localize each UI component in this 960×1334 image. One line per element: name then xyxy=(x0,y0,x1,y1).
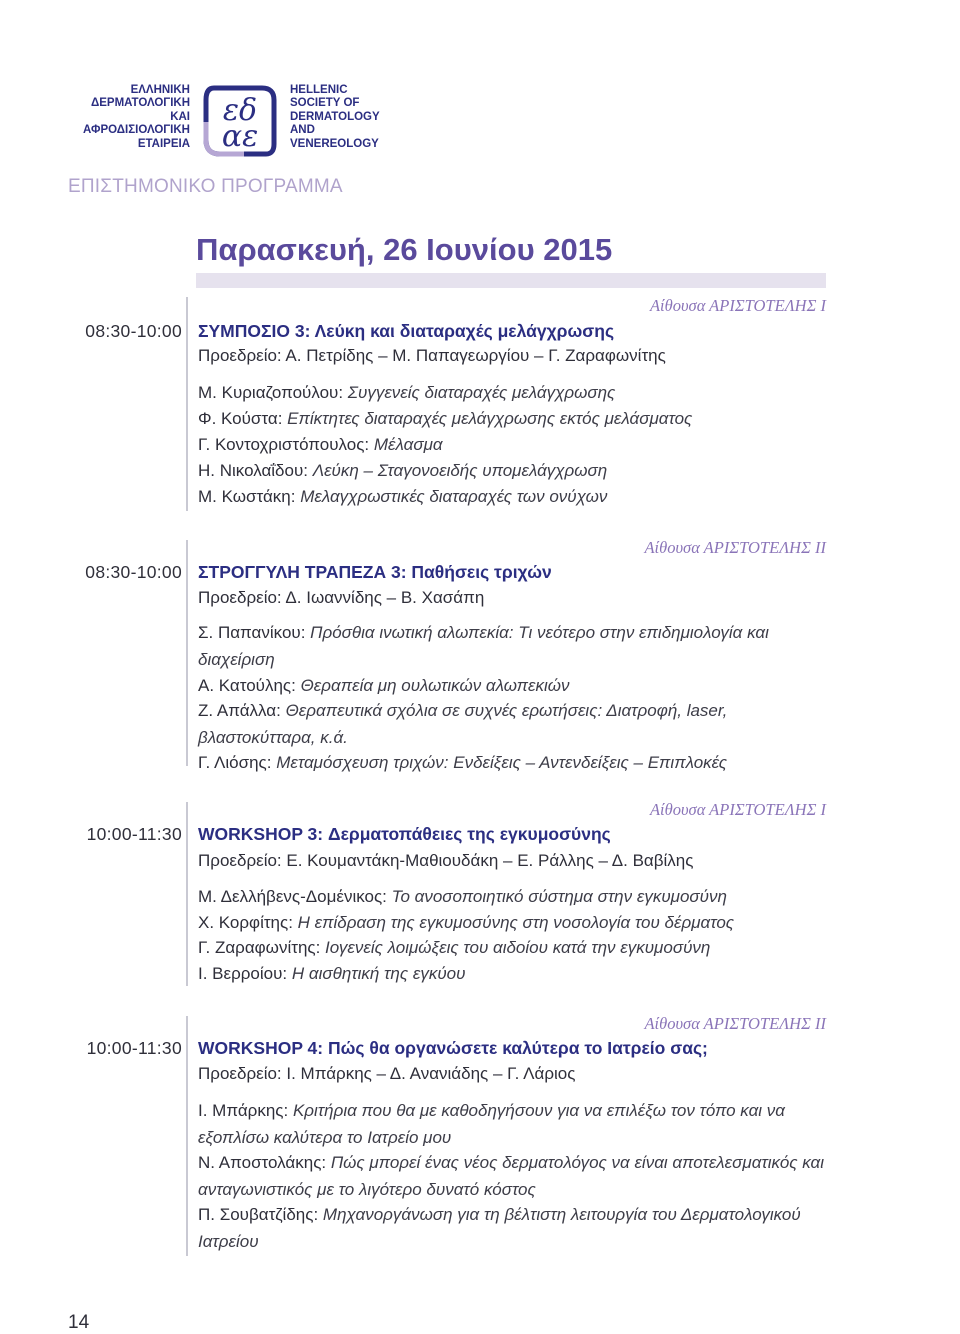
talk-speaker: Ζ. Απάλλα: xyxy=(198,701,281,720)
org-english-line: AND xyxy=(290,124,315,137)
talk-speaker: Ι. Βερροίου: xyxy=(198,964,288,983)
talk-title: Μεταμόσχευση τριχών: Ενδείξεις – Αντενδείξεις – Επιπλοκές xyxy=(276,753,727,772)
session-title xyxy=(198,824,611,845)
talk-title: Η επίδραση της εγκυμοσύνης στη νοσολογία του δέρματος xyxy=(297,913,735,932)
session-title xyxy=(198,321,614,342)
session-type: WORKSHOP 3: xyxy=(198,824,324,844)
talk-title: Η αισθητική της εγκύου xyxy=(291,964,466,983)
talk-title: Πώς μπορεί ένας νέος δερματολόγος να είναι αποτελεσματικός και ανταγωνιστικός με το λιγότερο δυνατό κόστος xyxy=(198,1153,825,1199)
session-name: Δερματοπάθειες της εγκυμοσύνης xyxy=(327,824,611,844)
talk-speaker: Γ. Λιόσης: xyxy=(198,753,272,772)
talk-speaker: Φ. Κούστα: xyxy=(198,409,283,428)
talk-item xyxy=(198,1202,838,1255)
room-label: Αίθουσα ΑΡΙΣΤΟΤΕΛΗΣ Ι xyxy=(649,296,826,315)
talk-title: Επίκτητες διαταραχές μελάγχρωσης εκτός μελάσματος xyxy=(287,409,693,428)
talk-title: Μέλασμα xyxy=(373,435,443,454)
org-greek-line: ΔΕΡΜΑΤΟΛΟΓΙΚΗ xyxy=(90,97,190,110)
talk-item xyxy=(198,750,838,777)
talk-speaker: Η. Νικολαΐδου: xyxy=(198,461,308,480)
page-number: 14 xyxy=(68,1312,90,1333)
org-greek-line: ΑΦΡΟΔΙΣΙΟΛΟΓΙΚΗ xyxy=(83,124,190,137)
talk-speaker: Μ. Δελλήβενς-Δομένικος: xyxy=(198,887,387,906)
talk-title: Θεραπευτικά σχόλια σε συχνές ερωτήσεις: Διατροφή, laser, βλαστοκύτταρα, κ.ά. xyxy=(198,701,728,747)
org-name-greek xyxy=(40,84,190,151)
room-label: Αίθουσα ΑΡΙΣΤΟΤΕΛΗΣ ΙΙ xyxy=(644,538,826,557)
talk-item xyxy=(198,1150,838,1203)
talk-speaker: Μ. Κωστάκη: xyxy=(198,487,296,506)
session-divider xyxy=(186,1016,188,1256)
talk-item xyxy=(198,884,838,911)
talk-title: Λεύκη – Σταγονοειδής υπομελάγχρωση xyxy=(312,461,608,480)
title-bar xyxy=(196,273,826,288)
org-english-line: DERMATOLOGY xyxy=(290,110,380,123)
session-name: Λεύκη και διαταραχές μελάγχρωσης xyxy=(314,321,615,341)
talk-item xyxy=(198,961,838,988)
org-name-english xyxy=(290,84,420,151)
talk-item xyxy=(198,698,838,751)
talk-title: Θεραπεία μη ουλωτικών αλωπεκιών xyxy=(300,676,570,695)
session-time: 10:00-11:30 xyxy=(86,1038,182,1058)
session-type: ΣΥΜΠΟΣΙΟ 3: xyxy=(198,321,311,341)
session-title xyxy=(198,1038,708,1059)
room-label: Αίθουσα ΑΡΙΣΤΟΤΕΛΗΣ Ι xyxy=(649,800,826,819)
society-logo xyxy=(200,78,280,162)
session-chairs: Προεδρείο: Α. Πετρίδης – Μ. Παπαγεωργίου – Γ. Ζαραφωνίτης xyxy=(198,346,666,365)
day-title: Παρασκευή, 26 Ιουνίου 2015 xyxy=(196,232,613,267)
session-type: ΣΤΡΟΓΓΥΛΗ ΤΡΑΠΕΖΑ 3: xyxy=(198,562,407,582)
talk-item xyxy=(198,432,838,459)
session-time: 08:30-10:00 xyxy=(85,321,182,341)
session-title xyxy=(198,562,552,583)
session-divider xyxy=(186,297,188,511)
talk-title: Ιογενείς λοιμώξεις του αιδοίου κατά την εγκυμοσύνη xyxy=(325,938,711,957)
talk-item xyxy=(198,673,838,700)
header xyxy=(0,78,420,168)
session-chairs: Προεδρείο: Ε. Κουμαντάκη-Μαθιουδάκη – Ε. Ράλλης – Δ. Βαβίλης xyxy=(198,851,694,870)
session-chairs: Προεδρείο: Δ. Ιωαννίδης – Β. Χασάπη xyxy=(198,588,485,607)
section-label: ΕΠΙΣΤΗΜΟΝΙΚΟ ΠΡΟΓΡΑΜΜΑ xyxy=(68,176,343,197)
talk-item xyxy=(198,935,838,962)
talk-title: Μηχανοργάνωση για τη βέλτιστη λειτουργία του Δερματολογικού Ιατρείου xyxy=(198,1205,801,1251)
org-greek-line: ΚΑΙ xyxy=(170,110,190,123)
talk-item xyxy=(198,484,838,511)
talk-speaker: Μ. Κυριαζοπούλου: xyxy=(198,383,344,402)
talk-title: Πρόσθια ινωτική αλωπεκία: Τι νεότερο στην επιδημιολογία και διαχείριση xyxy=(198,623,769,669)
talk-title: Μελαγχρωστικές διαταραχές των ονύχων xyxy=(300,487,608,506)
talk-item xyxy=(198,406,838,433)
org-english-line: SOCIETY OF xyxy=(290,97,360,110)
talk-speaker: Ν. Αποστολάκης: xyxy=(198,1153,327,1172)
talk-item xyxy=(198,620,838,673)
svg-text:αε: αε xyxy=(221,119,259,154)
talk-item xyxy=(198,1098,838,1151)
org-greek-line: ΕΛΛΗΝΙΚΗ xyxy=(130,84,190,96)
org-greek-line: ΕΤΑΙΡΕΙΑ xyxy=(137,137,190,150)
talk-speaker: Α. Κατούλης: xyxy=(198,676,296,695)
talk-title: Συγγενείς διαταραχές μελάγχρωσης xyxy=(347,383,616,402)
talk-speaker: Σ. Παπανίκου: xyxy=(198,623,306,642)
session-type: WORKSHOP 4: xyxy=(198,1038,324,1058)
talk-title: Το ανοσοποιητικό σύστημα στην εγκυμοσύνη xyxy=(391,887,727,906)
session-divider xyxy=(186,540,188,766)
talk-speaker: Ι. Μπάρκης: xyxy=(198,1101,289,1120)
session-name: Παθήσεις τριχών xyxy=(411,562,552,582)
session-time: 08:30-10:00 xyxy=(85,562,182,582)
talk-item xyxy=(198,458,838,485)
talk-speaker: Χ. Κορφίτης: xyxy=(198,913,293,932)
session-chairs: Προεδρείο: Ι. Μπάρκης – Δ. Ανανιάδης – Γ. Λάριος xyxy=(198,1064,576,1083)
talk-speaker: Γ. Ζαραφωνίτης: xyxy=(198,938,321,957)
org-english-line: HELLENIC xyxy=(290,84,348,96)
talk-speaker: Π. Σουβατζίδης: xyxy=(198,1205,319,1224)
talk-item xyxy=(198,380,838,407)
talk-speaker: Γ. Κοντοχριστόπουλος: xyxy=(198,435,370,454)
session-divider xyxy=(186,802,188,986)
room-label: Αίθουσα ΑΡΙΣΤΟΤΕΛΗΣ ΙΙ xyxy=(644,1014,826,1033)
session-time: 10:00-11:30 xyxy=(86,824,182,844)
talk-title: Κριτήρια που θα με καθοδηγήσουν για να επιλέξω τον τόπο και να εξοπλίσω καλύτερα το Ιατρείο μου xyxy=(198,1101,785,1147)
svg-text:εδ: εδ xyxy=(222,93,258,128)
talk-item xyxy=(198,910,838,937)
org-english-line: VENEREOLOGY xyxy=(290,137,379,150)
session-name: Πώς θα οργανώσετε καλύτερα το Ιατρείο σας; xyxy=(327,1038,708,1058)
